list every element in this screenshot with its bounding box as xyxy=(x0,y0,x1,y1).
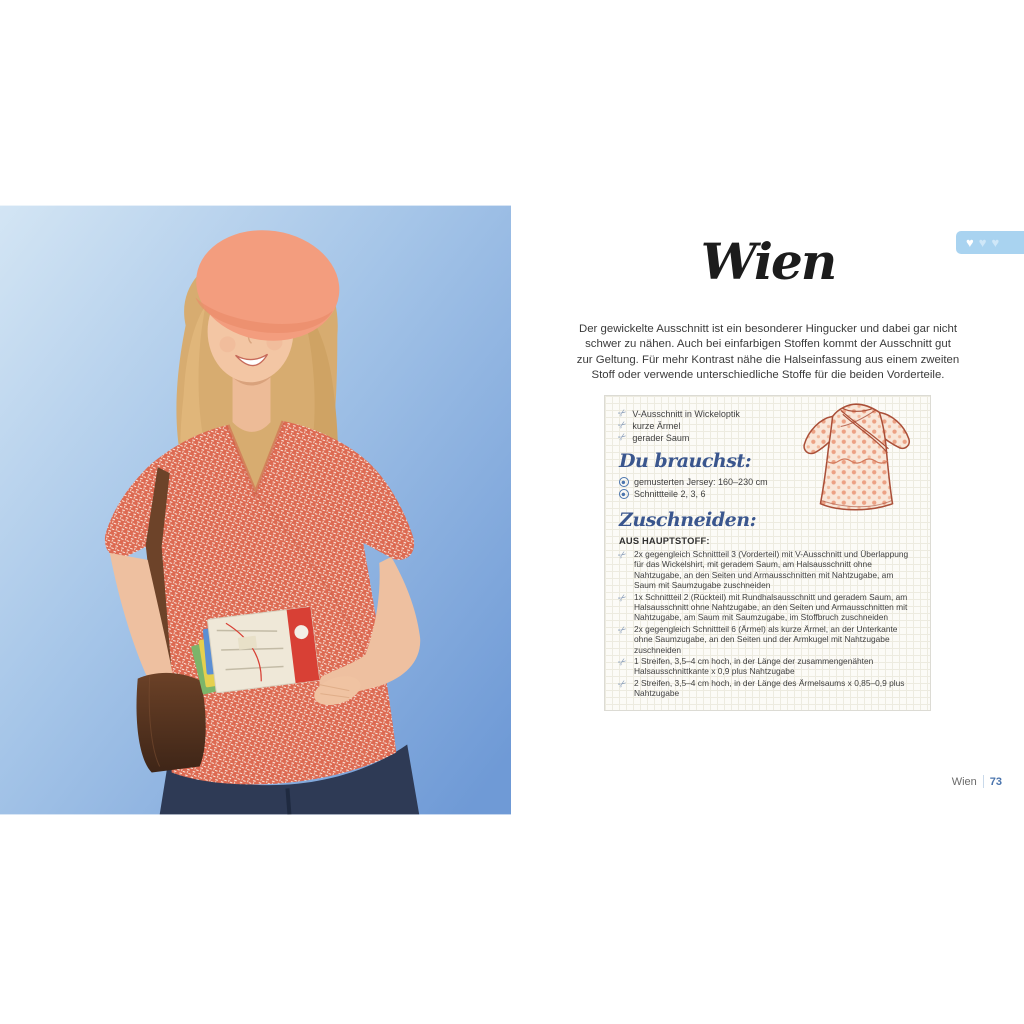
page-footer xyxy=(952,775,1002,788)
shirt-technical-drawing xyxy=(790,398,924,518)
footer-page-number: 73 xyxy=(989,775,1002,788)
feature-label: gerader Saum xyxy=(632,433,690,443)
photo-illustration xyxy=(0,205,511,815)
cutting-label: 2x gegengleich Schnittteil 3 (Vorderteil) mit V-Ausschnitt und Überlappung für das Wickelshirt, mit geradem Saum, am Halsausschnitt ohne Nahtzugabe, an den Seiten und Armausschnitten mit Nahtzugabe, am Saum mit Saumzugabe zuschneiden xyxy=(634,549,909,591)
scissors-icon: ✂ xyxy=(616,548,630,563)
cutting-item xyxy=(616,655,916,677)
spool-icon xyxy=(619,477,629,487)
cutting-list xyxy=(616,548,916,699)
scissors-icon: ✂ xyxy=(616,623,630,638)
cutting-item xyxy=(616,591,916,623)
pattern-page xyxy=(512,0,1024,1024)
needs-heading: Du brauchst: xyxy=(619,450,752,472)
difficulty-heart: ♥ xyxy=(966,235,974,250)
needs-label: gemusterten Jersey: 160–230 cm xyxy=(634,477,768,487)
shoulder-bag xyxy=(136,673,205,773)
cutting-heading: Zuschneiden: xyxy=(619,509,757,531)
spool-icon xyxy=(619,489,629,499)
cutting-subheading: AUS HAUPTSTOFF: xyxy=(619,536,710,546)
maps xyxy=(191,607,319,695)
difficulty-heart: ♥ xyxy=(978,235,987,250)
cutting-item xyxy=(616,677,916,699)
scissors-icon: ✂ xyxy=(616,591,630,606)
footer-label: Wien xyxy=(951,775,977,788)
scissors-icon: ✂ xyxy=(616,406,630,421)
model-photo xyxy=(0,205,511,815)
cutting-item xyxy=(616,548,916,591)
cutting-label: 1 Streifen, 3,5–4 cm hoch, in der Länge der zusammengenähten Halsausschnittkante x 0,9 plus Nahtzugabe xyxy=(634,656,874,677)
scissors-icon: ✂ xyxy=(616,655,630,670)
cutting-label: 2x gegengleich Schnittteil 6 (Ärmel) als kurze Ärmel, an der Unterkante ohne Saumzugabe, an den Seiten und der Armkugel mit Nahtzugabe zuschneiden xyxy=(634,623,898,655)
page-title: Wien xyxy=(700,232,836,291)
feature-label: V-Ausschnitt in Wickeloptik xyxy=(632,409,740,419)
needs-label: Schnittteile 2, 3, 6 xyxy=(634,489,706,499)
cutting-item xyxy=(616,623,916,655)
intro-text: Der gewickelte Ausschnitt ist ein besonderer Hingucker und dabei gar nicht schwer zu nähen. Auch bei einfarbigen Stoffen kommt der Ausschnitt gut zur Geltung. Für mehr Kontrast nähe die Halseinfassung aus einem zweiten Stoff oder verwende unterschiedliche Stoffe für die beiden Vorderteile. xyxy=(576,323,960,382)
feature-label: kurze Ärmel xyxy=(632,421,681,431)
cutting-label: 2 Streifen, 3,5–4 cm hoch, in der Länge des Ärmelsaums x 0,85–0,9 plus Nahtzugabe xyxy=(634,677,905,699)
footer-divider xyxy=(983,775,984,788)
cutting-label: 1x Schnittteil 2 (Rückteil) mit Rundhalsausschnitt und geradem Saum, am Halsausschnitt ohne Nahtzugabe, an den Seiten und Armausschnitten mit Nahtzugabe, am Saum mit Saumzugabe, im Stoffbruch zuschneiden xyxy=(634,591,908,623)
scissors-icon: ✂ xyxy=(616,418,630,433)
scissors-icon: ✂ xyxy=(616,430,630,445)
scissors-icon: ✂ xyxy=(616,677,630,692)
difficulty-heart: ♥ xyxy=(991,235,1000,250)
pattern-info-box xyxy=(604,395,931,711)
